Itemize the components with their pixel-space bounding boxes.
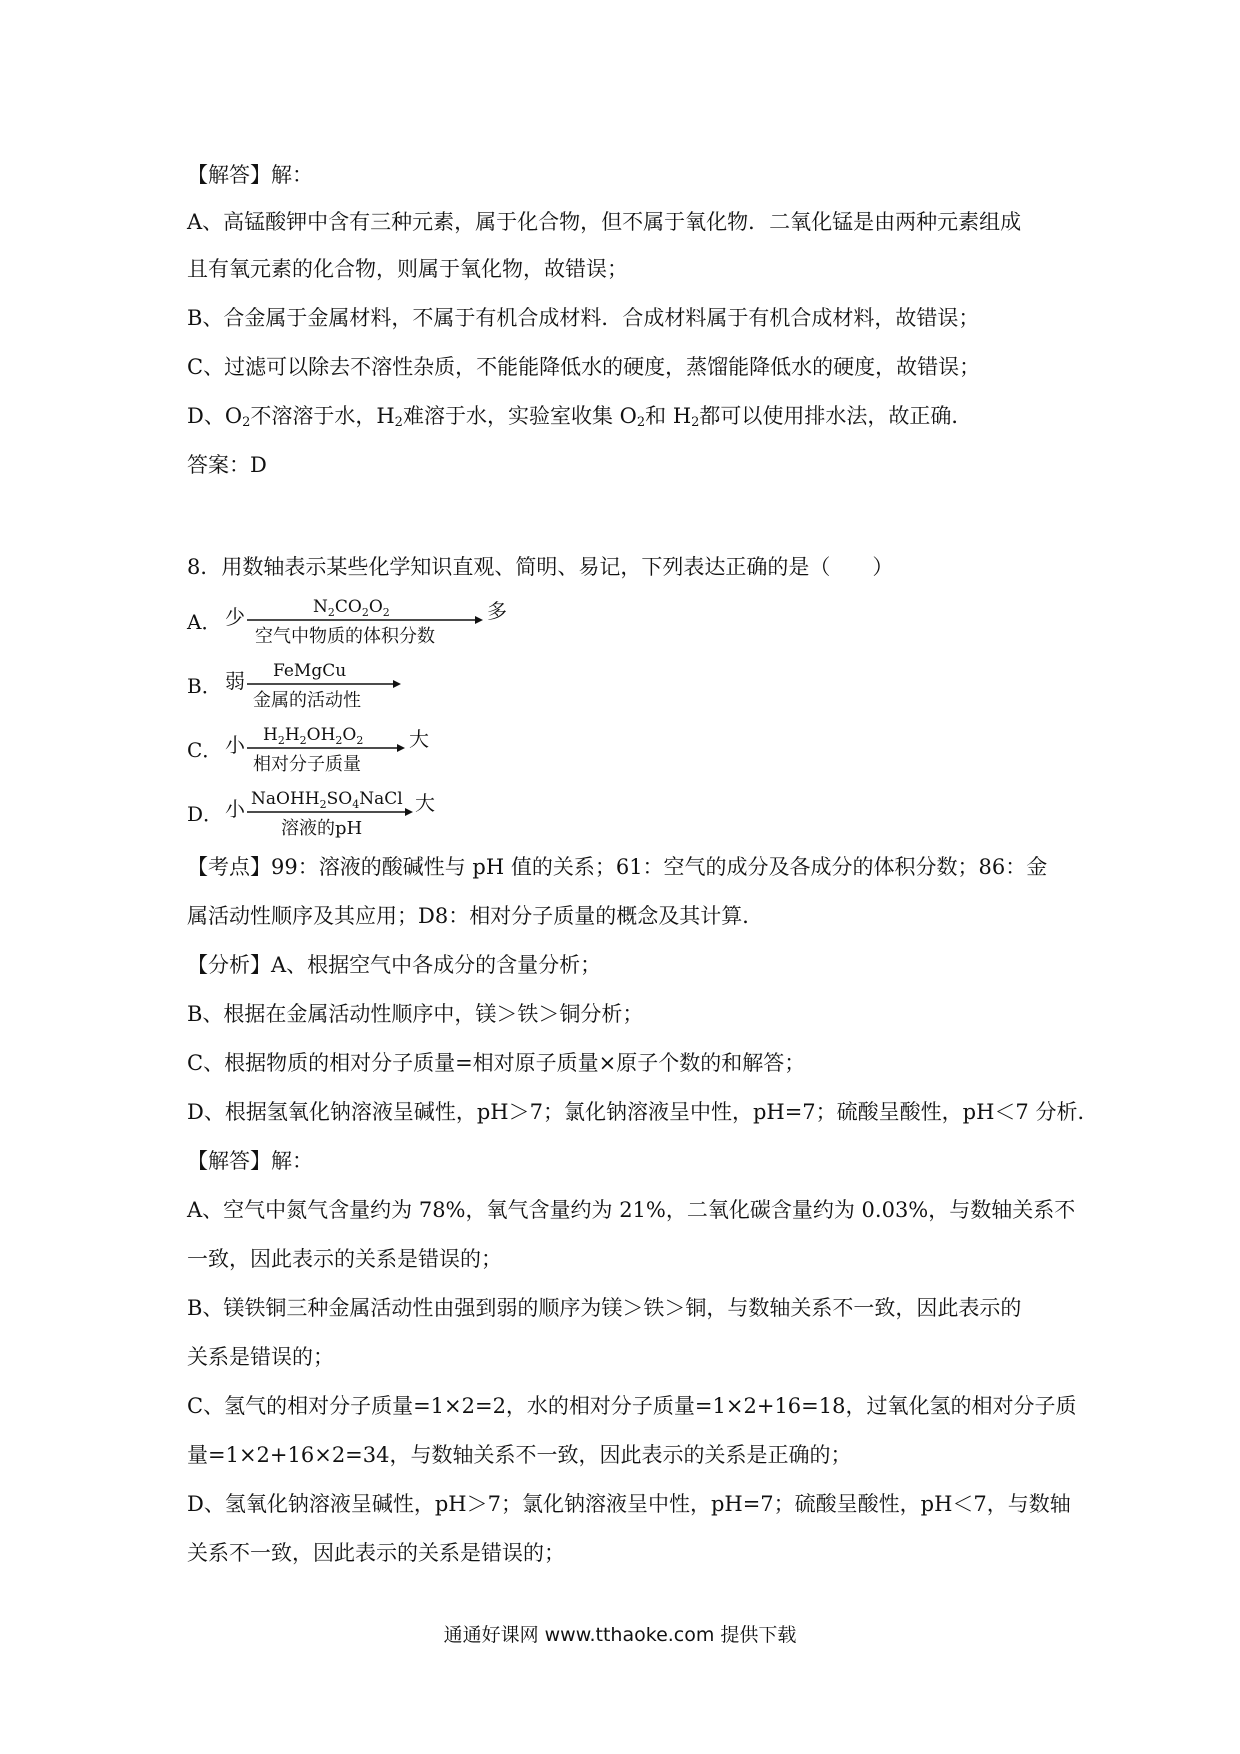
axis-c-right-word: 大: [409, 727, 429, 751]
option-a: [187, 590, 607, 650]
axis-d-left-word: 小: [225, 797, 245, 821]
solution-heading: 【解答】解：: [187, 163, 313, 187]
kaodian-line2: 属活动性顺序及其应用；D8：相对分子质量的概念及其计算．: [187, 904, 764, 928]
number-axis-c: [225, 718, 525, 778]
axis-b-arrowhead: [393, 680, 401, 688]
solution2-d-line1: D、氢氧化钠溶液呈碱性，pH＞7；氯化钠溶液呈中性，pH=7；硫酸呈酸性，pH＜7，与数轴: [187, 1492, 1071, 1516]
solution-a-line1: A、高锰酸钾中含有三种元素，属于化合物，但不属于氧化物．二氧化锰是由两种元素组成: [187, 210, 1022, 234]
answer-line: 答案：D: [187, 453, 267, 477]
axis-a-arrowhead: [475, 616, 483, 624]
solution2-b-line2: 关系是错误的；: [187, 1345, 334, 1369]
axis-d-caption: 溶液的pH: [281, 818, 363, 839]
axis-c-arrowhead: [397, 744, 405, 752]
option-b: [187, 654, 607, 714]
solution-c: C、过滤可以除去不溶性杂质，不能能降低水的硬度，蒸馏能降低水的硬度，故错误；: [187, 355, 981, 379]
analysis-a: 【分析】A、根据空气中各成分的含量分析；: [187, 953, 602, 977]
solution2-a-line1: A、空气中氮气含量约为 78%，氧气含量约为 21%，二氧化碳含量约为 0.03%，与数轴关系不: [187, 1198, 1076, 1222]
option-b-label: B．: [187, 674, 222, 698]
axis-c-left-word: 小: [225, 733, 245, 757]
number-axis-a: [225, 590, 525, 650]
axis-c-top-labels: $H_2H_2OH_2O_2$: [263, 725, 364, 747]
axis-b-caption: 金属的活动性: [253, 690, 361, 711]
axis-b-left-word: 弱: [225, 669, 245, 693]
page-footer: 通通好课网 www.tthaoke.com 提供下载: [443, 1624, 797, 1646]
option-d: [187, 782, 607, 842]
solution2-heading: 【解答】解：: [187, 1149, 313, 1173]
axis-d-top-labels: $NaOHH_2SO_4NaCl$: [251, 789, 403, 811]
axis-a-caption: 空气中物质的体积分数: [255, 626, 435, 647]
analysis-c: C、根据物质的相对分子质量=相对原子质量×原子个数的和解答；: [187, 1051, 806, 1075]
option-c: [187, 718, 607, 778]
solution-a-line2: 且有氧元素的化合物，则属于氧化物，故错误；: [187, 257, 628, 281]
analysis-d: D、根据氢氧化钠溶液呈碱性，pH＞7；氯化钠溶液呈中性，pH=7；硫酸呈酸性，pH＜7 分析．: [187, 1100, 1099, 1124]
axis-d-right-word: 大: [415, 791, 435, 815]
question-stem: 8．用数轴表示某些化学知识直观、简明、易记，下列表达正确的是（ ）: [187, 555, 894, 579]
analysis-b: B、根据在金属活动性顺序中，镁＞铁＞铜分析；: [187, 1002, 644, 1026]
option-a-label: A．: [187, 610, 222, 634]
solution2-c-line2: 量=1×2+16×2=34，与数轴关系不一致，因此表示的关系是正确的；: [187, 1443, 852, 1467]
axis-a-left-word: 少: [225, 605, 245, 629]
axis-d-arrowhead: [405, 808, 413, 816]
axis-c-caption: 相对分子质量: [253, 754, 361, 775]
axis-a-top-labels: $N_2CO_2O_2$: [313, 597, 390, 619]
solution2-c-line1: C、氢气的相对分子质量=1×2=2，水的相对分子质量=1×2+16=18，过氧化氢的相对分子质: [187, 1394, 1077, 1418]
solution2-d-line2: 关系不一致，因此表示的关系是错误的；: [187, 1541, 565, 1565]
axis-a-right-word: 多: [487, 599, 507, 623]
solution-b: B、合金属于金属材料，不属于有机合成材料．合成材料属于有机合成材料，故错误；: [187, 306, 980, 330]
solution-d: D、$O_2$不溶溶于水，$H_2$难溶于水，实验室收集 $O_2$和 $H_2$都可以使用排水法，故正确．: [187, 404, 973, 430]
axis-b-top-labels: FeMgCu: [273, 661, 347, 681]
option-c-label: C．: [187, 738, 223, 762]
kaodian-line1: 【考点】99：溶液的酸碱性与 pH 值的关系；61：空气的成分及各成分的体积分数；86：金: [187, 855, 1048, 879]
number-axis-d: [225, 782, 525, 842]
option-d-label: D．: [187, 802, 224, 826]
solution2-a-line2: 一致，因此表示的关系是错误的；: [187, 1247, 502, 1271]
solution2-b-line1: B、镁铁铜三种金属活动性由强到弱的顺序为镁＞铁＞铜，与数轴关系不一致，因此表示的: [187, 1296, 1022, 1320]
number-axis-b: [225, 654, 525, 714]
